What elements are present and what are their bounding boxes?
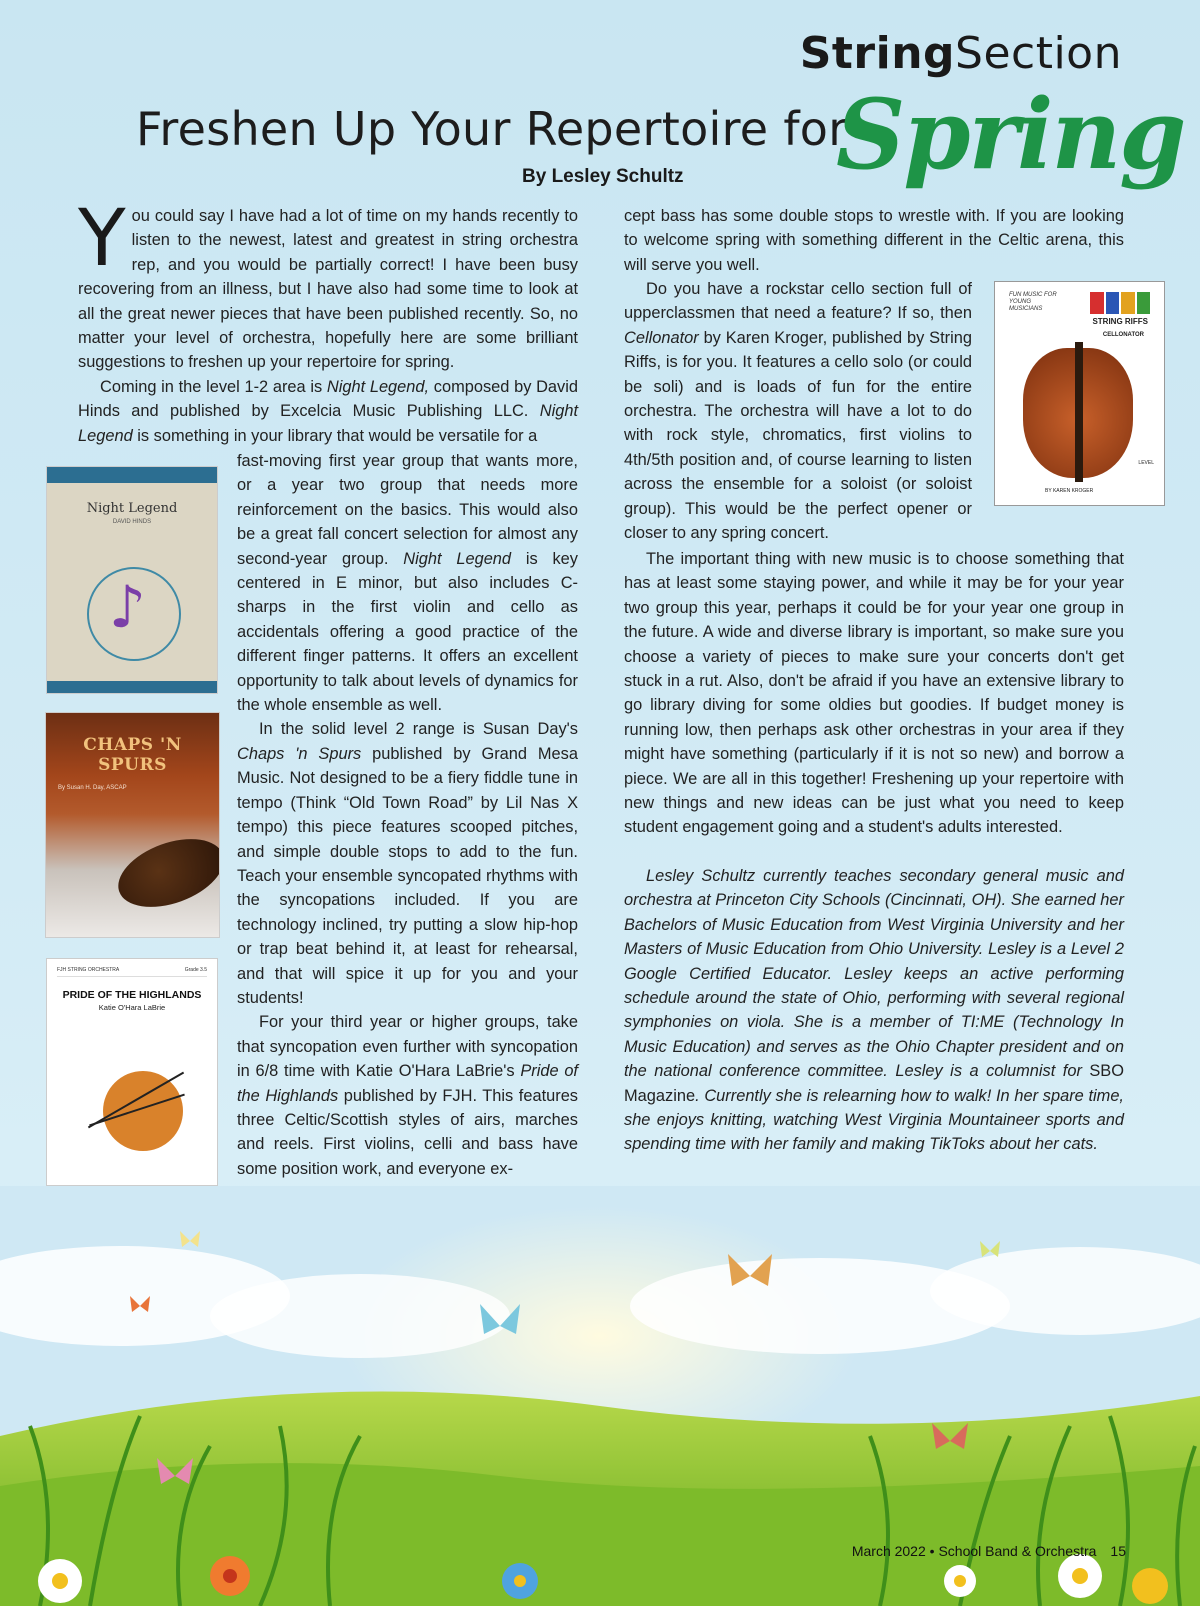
- bio-magazine: SBO Magazine: [624, 1062, 1124, 1105]
- intro-text: ou could say I have had a lot of time on my hands recently to listen to the newest, latest and greatest in string orchestra rep, and you would be partially correct! I have been busy recovering from an illness, but I have also had some time to look at all the great newer pieces that have been published recently. So, no matter your level of orchestra, hopefully here are some brilliant suggestions to freshen up your repertoire for spring.: [78, 207, 578, 372]
- title-italic: Chaps 'n Spurs: [237, 744, 362, 763]
- cover-author: Katie O'Hara LaBrie: [98, 1003, 166, 1012]
- author-bio: [624, 864, 1124, 1157]
- title-italic: Cellonator: [624, 328, 699, 347]
- drop-cap: Y: [78, 194, 126, 284]
- section-label-light: Section: [955, 28, 1122, 79]
- music-note-icon: ♪: [109, 573, 147, 641]
- section-label-bold: String: [799, 28, 956, 79]
- text: published by Grand Mesa Music. Not designed to be a fiery fiddle tune in tempo (Think “Old Town Road” by Lil Nas X tempo) this piece features scooped pitches, and simple double stops to add to the fun. Teach your ensemble syncopated rhythms with the syncopations included. If you are technology inclined, try putting a slow hip-hop or trap beat behind it, at least for rehearsal, and that will spice it up for you and your students!: [237, 744, 578, 1007]
- text: Do you have a rockstar cello section full of upperclassmen that need a feature? If so, then: [624, 280, 972, 323]
- paragraph-night-legend-cont: [237, 449, 578, 717]
- title-italic: Night Legend: [78, 402, 578, 445]
- article-title-accent: Spring: [836, 78, 1185, 191]
- cover-grade: Grade 3.5: [184, 967, 207, 973]
- title-italic: Night Legend: [403, 549, 512, 568]
- text: published by FJH. This features three Celtic/Scottish styles of airs, marches and reels. First violins, celli and bass have some position work, and everyone ex-: [237, 1086, 579, 1178]
- string-riffs-logo: [1090, 292, 1150, 314]
- section-label: [800, 28, 1122, 79]
- cover-author: By Susan H. Day, ASCAP: [58, 785, 127, 791]
- left-column-top: [78, 194, 578, 448]
- cello-neck: [1075, 342, 1083, 482]
- cover-brand: STRING RIFFS: [1092, 317, 1148, 326]
- page-footer: [852, 1543, 1126, 1559]
- paragraph-chaps: [237, 717, 578, 1010]
- cover-title: Night Legend: [86, 501, 178, 516]
- text: For your third year or higher groups, take that syncopation even further with syncopation in 6/8 time with Katie O'Hara LaBrie's: [237, 1013, 578, 1081]
- cover-level: LEVEL: [1138, 460, 1154, 466]
- cover-author: BY KAREN KROGER: [1045, 488, 1094, 494]
- cloud: [210, 1274, 510, 1358]
- right-column-bottom: [624, 547, 1124, 1157]
- cover-author: DAVID HINDS: [112, 519, 152, 525]
- night-legend-cover: [46, 466, 218, 694]
- paragraph-intro: [78, 194, 578, 375]
- paragraph-closing: The important thing with new music is to choose something that has at least some staying power, and while it may be for your year two group this year, perhaps it could be for your year one group in the future. A wide and diverse library is important, so make sure you choose a variety of pieces to make sure your concerts don't get stuck in a rut. Also, don't be afraid if you have an extensive library to go library diving for some oldies but goodies. If budget money is running low, then perhaps ask other orchestras in your area if they might have something (particularly if it is not so new) and borrow a piece. We are all in this together! Freshening up your repertoire with new things and new ideas can be just what you need to keep student engagement going and a student's adults interested.: [624, 550, 1124, 837]
- article-title: Freshen Up Your Repertoire for: [136, 102, 848, 156]
- right-column-top: [624, 204, 1124, 277]
- cover-series: FJH STRING ORCHESTRA: [57, 967, 120, 973]
- cover-title: CHAPS 'N SPURS: [83, 735, 182, 775]
- bio-text: Lesley Schultz currently teaches secondary general music and orchestra at Princeton City Schools (Cincinnati, OH). She earned her Bachelors of Music Education from West Virginia University and her Masters of Music Education from Ohio University. Lesley is a Level 2 Google Certified Educator. Lesley keeps an active performing schedule around the state of Ohio, performing with several regional symphonies on viola. She is a member of TI:ME (Technology In Music Education) and serves as the Ohio Chapter president and on the national conference committee. Lesley is a columnist for: [624, 866, 1124, 1081]
- byline: By Lesley Schultz: [522, 166, 684, 187]
- text: fast-moving first year group that wants more, or a year two group that needs more reinforcement on the basics. This would also be a great fall concert selection for almost any second-year group.: [237, 452, 578, 568]
- text: is key centered in E minor, but also includes C-sharps in the first violin and cello as accidentals offering a good practice of the different finger patterns. It offers an excellent opportunity to talk about levels of dynamics for the whole ensemble as well.: [237, 549, 578, 715]
- paragraph-cellonator: [624, 277, 972, 545]
- middle-column: [237, 449, 578, 1181]
- chaps-n-spurs-cover: [45, 712, 220, 938]
- cover-title: PRIDE OF THE HIGHLANDS: [62, 989, 202, 1001]
- issue-label: March 2022 • School Band & Orchestra: [851, 1543, 1097, 1559]
- bio-text: . Currently she is relearning how to walk! In her spare time, she enjoys knitting, watching West Virginia Mountaineer sports and spending time with her family and making TikToks about her cats.: [624, 1086, 1124, 1154]
- text: Coming in the level 1-2 area is: [100, 377, 327, 396]
- text: composed by David Hinds and published by Excelcia Music Publishing LLC.: [78, 377, 578, 421]
- text: In the solid level 2 range is Susan Day's: [259, 720, 578, 739]
- spacer: [624, 840, 1124, 864]
- title-italic: Pride of the Highlands: [237, 1062, 578, 1105]
- text: is something in your library that would be versatile for a: [132, 426, 538, 445]
- paragraph-pride-cont: cept bass has some double stops to wrestle with. If you are looking to welcome spring with something different in the Celtic arena, this will serve you well.: [624, 207, 1124, 274]
- right-column-narrow: [624, 277, 972, 545]
- violin-image: [109, 826, 220, 920]
- paragraph-night-legend: [78, 375, 578, 448]
- cover-series-bar: [57, 967, 207, 977]
- text: by Karen Kroger, published by String Riffs, is for you. It features a cello solo (or could be soli) and is loads of fun for the entire orchestra. The orchestra will have a lot to do with rock style, chromatics, first violins to 4th/5th position and, of course learning to listen across the ensemble for a soloist (or soloist group). This would be the perfect opener or closer to any spring concert.: [624, 328, 972, 543]
- cellonator-cover: [994, 281, 1165, 506]
- cover-tagline: FUN MUSIC FOR YOUNG MUSICIANS: [1009, 292, 1057, 312]
- page-number: 15: [1110, 1543, 1126, 1559]
- cover-title: CELLONATOR: [1102, 332, 1144, 338]
- paragraph-pride: [237, 1010, 578, 1181]
- title-italic: Night Legend,: [326, 377, 430, 396]
- pride-of-the-highlands-cover: [46, 958, 218, 1186]
